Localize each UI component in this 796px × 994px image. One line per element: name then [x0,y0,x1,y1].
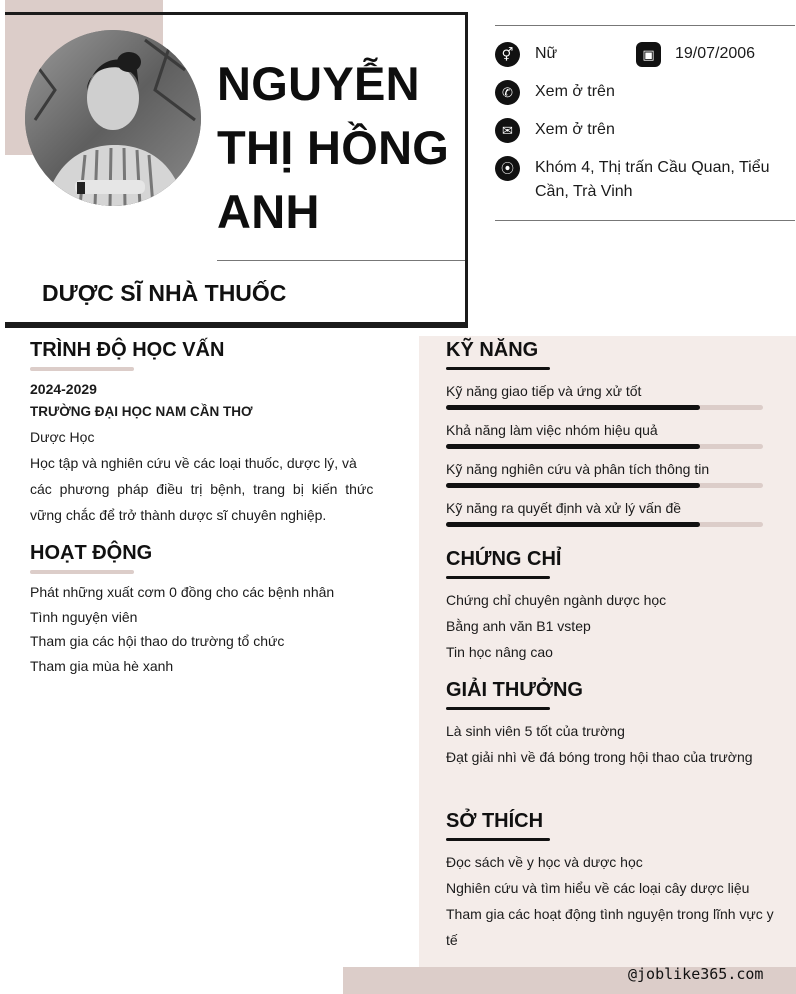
skill-bar-fill [446,483,700,488]
certificate-item: Bằng anh văn B1 vstep [446,618,591,634]
hobbies-heading: SỞ THÍCH [446,810,544,832]
skills-heading: KỸ NĂNG [446,339,539,361]
birthdate-text: 19/07/2006 [675,45,756,62]
gender-text: Nữ [535,45,558,62]
education-underline [30,367,134,371]
education-period: 2024-2029 [30,381,97,397]
skill-bar-fill [446,444,700,449]
location-pin-icon: ⦿ [495,156,520,181]
full-name [217,52,457,244]
education-desc-3: vững chắc để trở thành dược sĩ chuyên nghiệp. [30,507,327,523]
hobby-item: Đọc sách về y học và dược học [446,854,643,870]
activity-item: Tình nguyện viên [30,609,138,625]
certificates-heading: CHỨNG CHỈ [446,548,562,570]
certificate-item: Tin học nâng cao [446,644,553,660]
name-line-3: ANH [217,185,320,238]
name-divider [217,260,465,261]
skill-label: Kỹ năng nghiên cứu và phân tích thông tin [446,461,710,477]
skill-bar-fill [446,405,700,410]
gender-icon: ⚥ [495,42,520,67]
certificate-item: Chứng chỉ chuyên ngành dược học [446,592,667,608]
address-line-2: Cần, Trà Vinh [535,183,633,200]
header-frame-bottom [5,322,468,325]
job-title: DƯỢC SĨ NHÀ THUỐC [42,280,287,306]
education-school: TRƯỜNG ĐẠI HỌC NAM CẦN THƠ [30,404,253,419]
skill-bar-track [446,483,763,488]
email-text: Xem ở trên [535,121,615,138]
skill-bar-track [446,444,763,449]
skill-label: Khả năng làm việc nhóm hiệu quả [446,422,658,438]
awards-underline [446,707,550,710]
hobby-item: Nghiên cứu và tìm hiểu về các loại cây dược liệu [446,880,750,896]
hobbies-underline [446,838,550,841]
calendar-icon: ▣ [636,42,661,67]
education-heading: TRÌNH ĐỘ HỌC VẤN [30,339,225,361]
footer-watermark: @joblike365.com [628,965,764,983]
activities-heading: HOẠT ĐỘNG [30,542,153,564]
award-item: Đạt giải nhì về đá bóng trong hội thao của trường [446,749,753,765]
skill-label: Kỹ năng giao tiếp và ứng xử tốt [446,383,642,399]
education-desc-2: các phương pháp điều trị bệnh, trang bị kiến thức [30,481,374,497]
phone-icon: ✆ [495,80,520,105]
activity-item: Phát những xuất cơm 0 đồng cho các bệnh nhân [30,584,335,600]
award-item: Là sinh viên 5 tốt của trường [446,723,625,739]
skill-bar-track [446,405,763,410]
skill-bar-track [446,522,763,527]
name-line-1: NGUYỄN [217,57,420,110]
hobby-item: Tham gia các hoạt động tình nguyện trong lĩnh vực y [446,906,774,922]
activities-underline [30,570,134,574]
education-desc-1: Học tập và nghiên cứu về các loại thuốc, dược lý, và [30,455,357,471]
address-line-1: Khóm 4, Thị trấn Cầu Quan, Tiểu [535,159,770,176]
skills-underline [446,367,550,370]
certificates-underline [446,576,550,579]
contact-top-rule [495,25,795,26]
activity-item: Tham gia mùa hè xanh [30,658,174,674]
activity-item: Tham gia các hội thao do trường tổ chức [30,633,285,649]
hobby-item: tế [446,932,458,948]
skill-bar-fill [446,522,700,527]
skill-label: Kỹ năng ra quyết định và xử lý vấn đề [446,500,682,516]
phone-text: Xem ở trên [535,83,615,100]
education-major: Dược Học [30,429,95,445]
profile-photo [25,30,201,206]
awards-heading: GIẢI THƯỞNG [446,679,583,701]
name-line-2: THỊ HỒNG [217,121,450,174]
contact-bottom-rule [495,220,795,221]
mail-icon: ✉ [495,118,520,143]
